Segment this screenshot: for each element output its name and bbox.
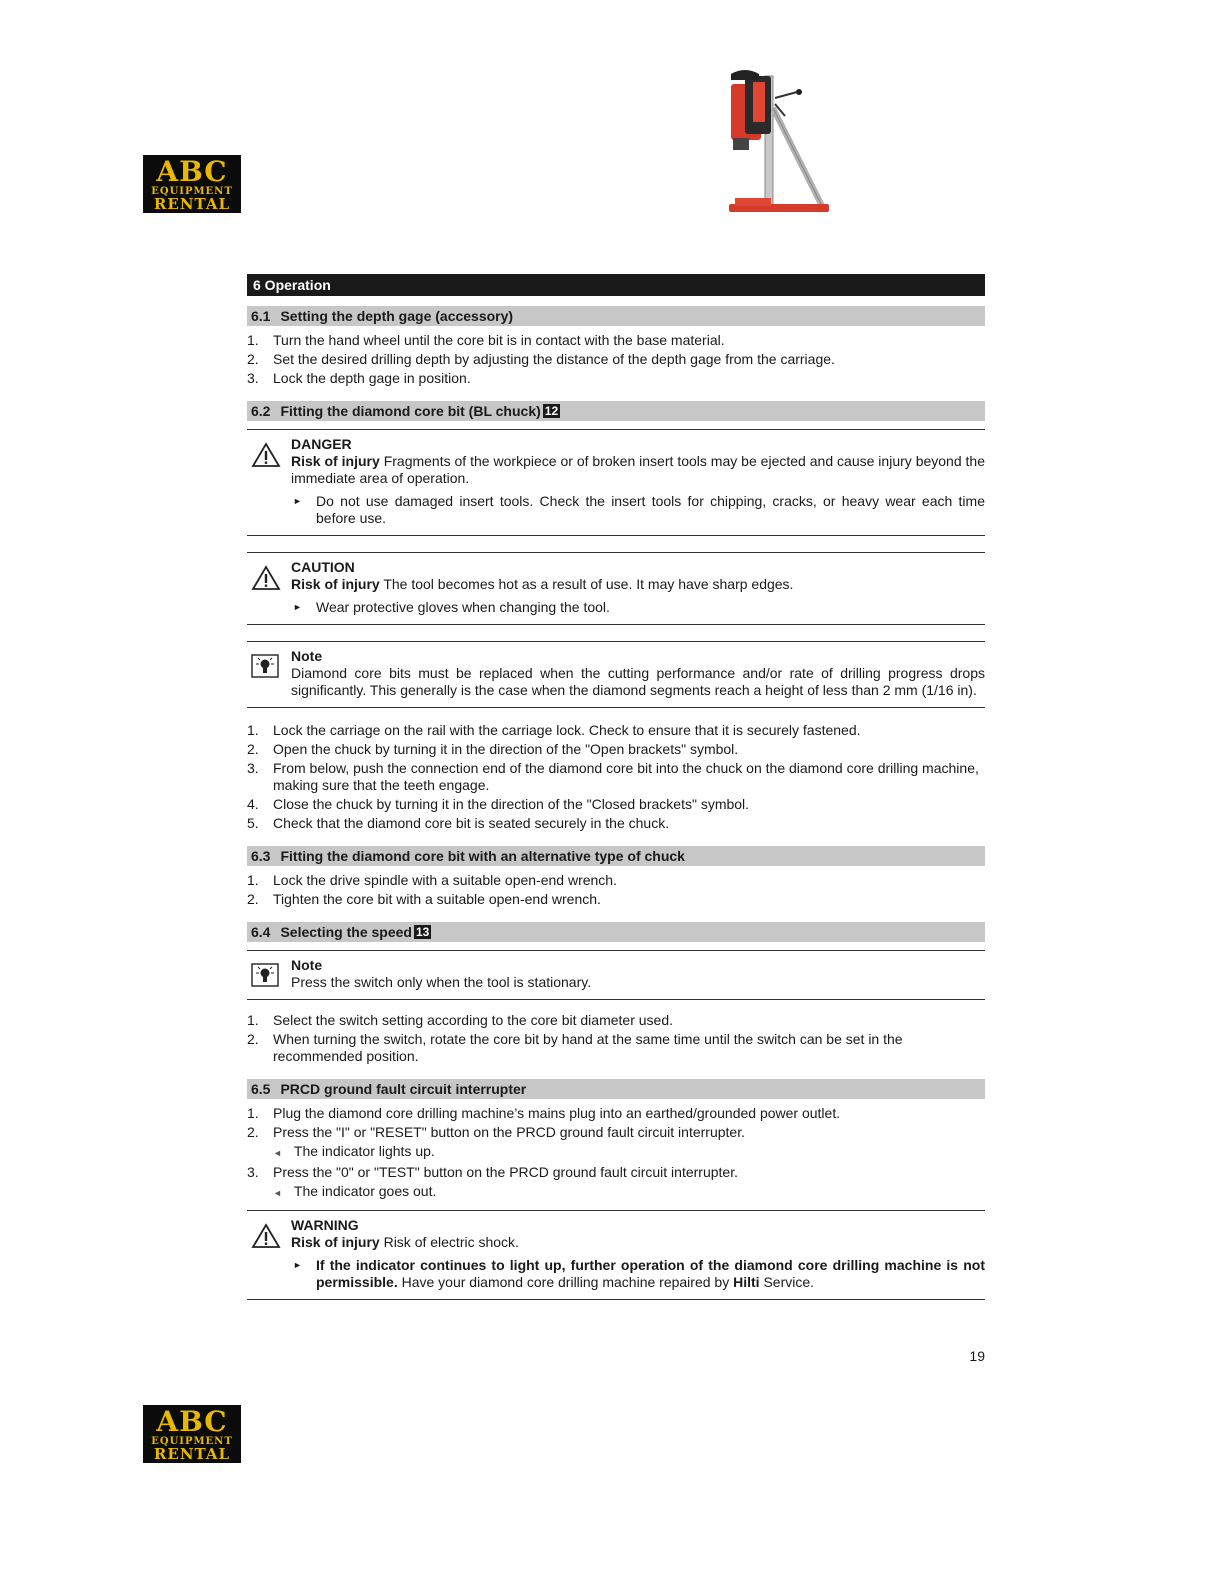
list-item: 2. Set the desired drilling depth by adjusting the distance of the depth gage from the carriage. — [247, 351, 835, 367]
list-item: 1. Plug the diamond core drilling machine’s mains plug into an earthed/grounded power outlet. — [247, 1105, 841, 1121]
result-arrow-icon: ◄ — [273, 1188, 282, 1198]
caution-notice: CAUTION Risk of injury The tool becomes hot as a result of use. It may have sharp edges. ► Wear protective gloves when changing the tool. — [247, 552, 985, 625]
list-item: 5. Check that the diamond core bit is seated securely in the chuck. — [247, 815, 670, 831]
result-arrow-icon: ◄ — [273, 1148, 282, 1158]
speed-steps — [247, 1012, 985, 1065]
section-6-4-heading: 6.4 Selecting the speed 13 — [247, 922, 985, 942]
depth-gage-steps — [247, 332, 985, 387]
warning-triangle-icon — [251, 1223, 281, 1249]
list-item: 3. Press the "0" or "TEST" button on the PRCD ground fault circuit interrupter. — [247, 1164, 738, 1180]
section-heading-operation: 6 Operation — [247, 274, 985, 296]
note-lightbulb-icon — [251, 963, 279, 987]
figure-reference: 12 — [544, 404, 559, 418]
section-6-2-heading: 6.2 Fitting the diamond core bit (BL chuck) 12 — [247, 401, 985, 421]
warning-triangle-icon — [251, 442, 281, 468]
prcd-steps-continued — [247, 1164, 985, 1181]
list-item: 1. Turn the hand wheel until the core bit is in contact with the base material. — [247, 332, 725, 348]
list-item: 4. Close the chuck by turning it in the direction of the "Closed brackets" symbol. — [247, 796, 750, 812]
list-item: 3. Lock the depth gage in position. — [247, 370, 471, 386]
section-6-5-heading: 6.5 PRCD ground fault circuit interrupter — [247, 1079, 985, 1099]
step-result: ◄ The indicator lights up. — [273, 1143, 435, 1159]
section-6-1-heading: 6.1 Setting the depth gage (accessory) — [247, 306, 985, 326]
list-item: 1. Lock the carriage on the rail with the carriage lock. Check to ensure that it is securely fastened. — [247, 722, 861, 738]
core-drill-product-image — [725, 68, 835, 218]
list-item: 2. Press the "I" or "RESET" button on the PRCD ground fault circuit interrupter. — [247, 1124, 745, 1140]
warning-triangle-icon — [251, 565, 281, 591]
chuck-fitting-steps — [247, 722, 985, 832]
section-6-3-heading: 6.3 Fitting the diamond core bit with an alternative type of chuck — [247, 846, 985, 866]
prcd-steps — [247, 1105, 985, 1141]
list-item: 1. Select the switch setting according to the core bit diameter used. — [247, 1012, 673, 1028]
step-result: ◄ The indicator goes out. — [273, 1183, 437, 1199]
list-item: 2. Tighten the core bit with a suitable open-end wrench. — [247, 891, 601, 907]
alt-chuck-steps — [247, 872, 985, 908]
company-logo: ABC EQUIPMENT RENTAL — [143, 155, 241, 213]
bullet-arrow-icon: ► — [293, 602, 302, 612]
note-notice: Note Press the switch only when the tool is stationary. — [247, 950, 985, 1000]
note-notice: Note Diamond core bits must be replaced when the cutting performance and/or rate of drilling progress drops significantly. This generally is the case when the diamond segments reach a height of less than 2 mm (1/16 in). — [247, 641, 985, 708]
company-logo-footer: ABC EQUIPMENT RENTAL — [143, 1405, 241, 1463]
list-item: 2. When turning the switch, rotate the core bit by hand at the same time until the switch can be set in the recommended position. — [247, 1031, 903, 1064]
warning-notice: WARNING Risk of injury Risk of electric shock. ► If the indicator continues to light up, further operation of the diamond core drilling machine is not permissible. Have your diamond core drilling machine repaired by Hilti Service. — [247, 1210, 985, 1300]
bullet-arrow-icon: ► — [293, 1260, 302, 1270]
page-number: 19 — [969, 1348, 985, 1364]
list-item: 2. Open the chuck by turning it in the direction of the "Open brackets" symbol. — [247, 741, 739, 757]
list-item: 3. From below, push the connection end of the diamond core bit into the chuck on the diamond core drilling machine, making sure that the teeth engage. — [247, 760, 979, 793]
bullet-arrow-icon: ► — [293, 496, 302, 506]
danger-notice: DANGER Risk of injury Fragments of the workpiece or of broken insert tools may be ejected and cause injury beyond the immediate area of operation. ► Do not use damaged insert tools. Check the insert tools for chipping, cracks, or heavy wear each time before use. — [247, 429, 985, 536]
manual-page-content — [247, 274, 985, 1300]
figure-reference: 13 — [415, 925, 430, 939]
list-item: 1. Lock the drive spindle with a suitable open-end wrench. — [247, 872, 617, 888]
note-lightbulb-icon — [251, 654, 279, 678]
